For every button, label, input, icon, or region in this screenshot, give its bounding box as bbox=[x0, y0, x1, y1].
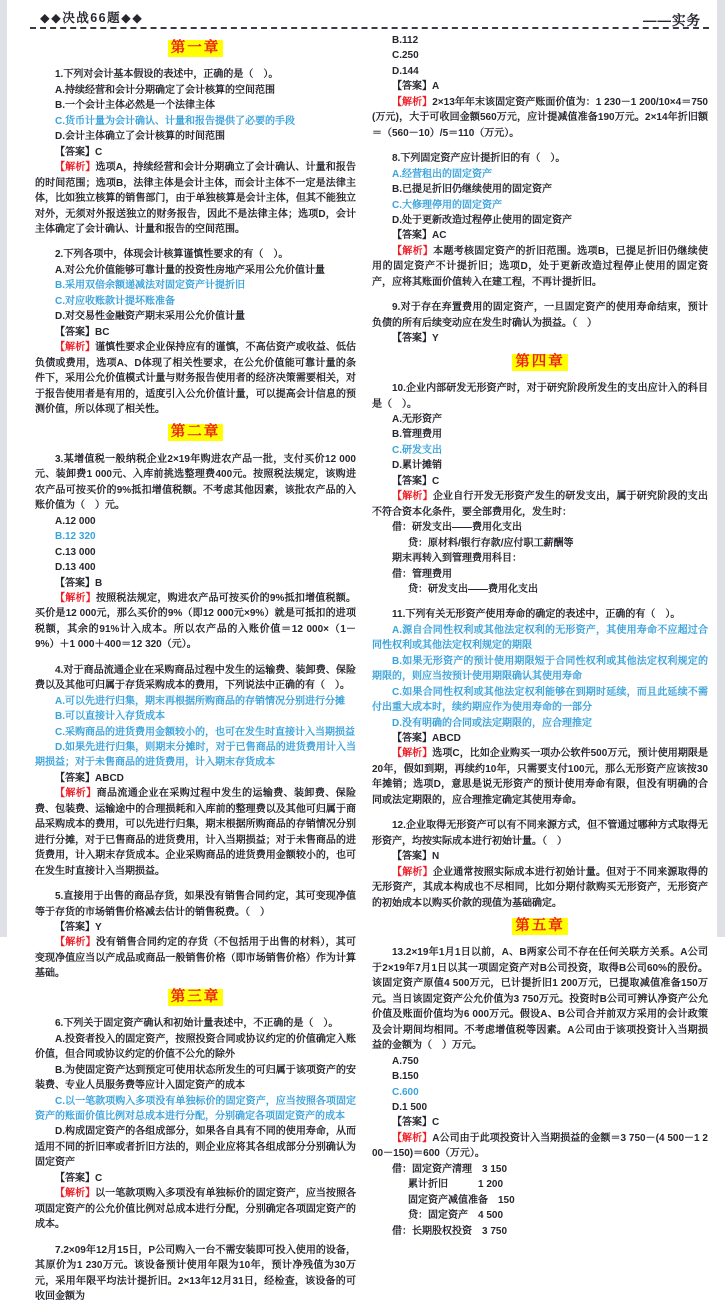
question-text: 11.下列有关无形资产使用寿命的确定的表述中，正确的有（ ）。 bbox=[392, 609, 681, 621]
analysis-body: 没有销售合同约定的存货（不包括用于出售的材料），其可变现净值应当以产成品或商品一般销售价格（即市场销售价格）作为计算基础。 bbox=[35, 937, 357, 980]
analysis-label: 【解析】 bbox=[55, 1188, 96, 1200]
chapter-title: 第四章 bbox=[512, 354, 568, 371]
option-text: B.12 320 bbox=[55, 531, 96, 543]
answer-label: 【答案】 bbox=[55, 1172, 95, 1184]
answer-value: C bbox=[95, 1172, 103, 1184]
question-text: 4.对于商品流通企业在采购商品过程中发生的运输费、装卸费、保险费以及其他可归属于存货采购成本的费用，下列说法中正确的有（ ）。 bbox=[35, 664, 356, 692]
option-text: A.12 000 bbox=[55, 515, 96, 527]
answer-value: B bbox=[95, 577, 103, 589]
answer-value: AC bbox=[432, 230, 447, 242]
chapter-heading bbox=[372, 918, 708, 935]
analysis-body: 企业自行开发无形资产发生的研发支出，属于研究阶段的支出不符合资本化条件，要全部费用化，发生时： bbox=[372, 491, 709, 518]
answer-value: C bbox=[432, 1117, 440, 1129]
analysis-text bbox=[35, 786, 356, 879]
answer-line bbox=[35, 920, 356, 935]
option-text: C.研发支出 bbox=[392, 444, 442, 456]
analysis-label: 【解析】 bbox=[55, 788, 97, 800]
answer-label: 【答案】 bbox=[392, 81, 432, 93]
question-text: 2.下列各项中，体现会计核算谨慎性要求的有（ ）。 bbox=[55, 249, 289, 261]
answer-line bbox=[372, 331, 708, 346]
answer-label: 【答案】 bbox=[55, 922, 95, 934]
answer-line bbox=[372, 1115, 708, 1130]
analysis-body: 选项A，持续经营和会计分期确立了会计确认、计量和报告的时间范围；选项B，法律主体是会计主体，而会计主体不一定是法律主体，比如独立核算的销售部门，由于单独核算是会计主体，但其不能独立对外，无须对外报送独立的财务报告，因此不是法律主体；选项D，会计主体确定了会计确认、计量和报告的空间范围。 bbox=[35, 162, 356, 235]
option-text: A.持续经营和会计分期确定了会计核算的空间范围 bbox=[55, 84, 275, 96]
analysis-body: 以一笔款项购入多项没有单独标价的固定资产，应当按照各项固定资产的公允价值比例对总成本进行分配，分别确定各项固定资产的成本。 bbox=[35, 1188, 357, 1231]
option-text: B.管理费用 bbox=[392, 429, 442, 441]
column-1 bbox=[35, 33, 357, 1302]
answer-line bbox=[372, 731, 708, 746]
option-text: C.对应收账款计提坏账准备 bbox=[55, 295, 175, 307]
question-text: 5.直接用于出售的商品存货，如果没有销售合同约定，其可变现净值等于存货的市场销售价格减去估计的销售税费。（ ） bbox=[35, 891, 356, 918]
analysis-body: 本题考核固定资产的折旧范围。选项B，已提足折旧仍继续使用的固定资产不计提折旧；选项D，处于更新改造过程停止使用的固定资产，应将其账面价值转入在建工程，不再计提折旧。 bbox=[372, 245, 708, 288]
analysis-body: A公司由于此项投资计入当期损益的金额＝3 750－(4 500－1 200－150)＝600（万元）。 bbox=[372, 1132, 708, 1160]
analysis-text bbox=[372, 746, 708, 808]
answer-line bbox=[372, 474, 708, 489]
analysis-text bbox=[372, 865, 708, 911]
answer-label: 【答案】 bbox=[392, 475, 432, 487]
analysis-label: 【解析】 bbox=[392, 491, 433, 503]
option-text: A.投资者投入的固定资产，按照投资合同或协议约定的价值确定入账价值，但合同或协议约定的价值不公允的除外 bbox=[35, 1033, 356, 1061]
journal-entry-line: 累计折旧 1 200 bbox=[408, 1179, 504, 1191]
option-text: D.如果先进行归集，则期末分摊时，对于已售商品的进货费用计入当期损益；对于未售商品的进货费用，计入期末存货成本 bbox=[35, 742, 356, 769]
analysis-label: 【解析】 bbox=[55, 937, 96, 949]
answer-label: 【答案】 bbox=[392, 733, 432, 745]
analysis-body: 企业通常按照实际成本进行初始计量。但对于不同来源取得的无形资产，其成本构成也不尽相同，比如分期付款购买无形资产，无形资产的初始成本以购买价款的现值为基础确定。 bbox=[372, 866, 709, 909]
answer-line bbox=[372, 849, 708, 864]
answer-line bbox=[35, 1171, 356, 1186]
answer-line bbox=[35, 576, 356, 591]
question-text: 7.2×09年12月15日，P公司购入一台不需安装即可投入使用的设备，其原价为1 230万元。该设备预计使用年限为10年，预计净残值为30万元，采用年限平均法计提折旧。2×13年12月31日，经检查，该设备的可收回金额为 bbox=[35, 1244, 356, 1302]
answer-label: 【答案】 bbox=[392, 230, 432, 242]
option-text: D.没有明确的合同或法定期限的，应合理推定 bbox=[392, 717, 592, 729]
answer-label: 【答案】 bbox=[392, 1117, 432, 1129]
journal-entry-line: 贷：固定资产 4 500 bbox=[408, 1210, 504, 1222]
question-text: 12.企业取得无形资产可以有不同来源方式，但不管通过哪种方式取得无形资产，均按实际成本进行初始计量。（ ） bbox=[372, 820, 708, 847]
page-edge-left bbox=[0, 0, 7, 937]
column-2 bbox=[372, 33, 709, 1237]
question-text: 1.下列对会计基本假设的表述中，正确的是（ ）。 bbox=[55, 69, 279, 81]
journal-entry-line: 借：长期股权投资 3 750 bbox=[392, 1225, 508, 1237]
analysis-text bbox=[372, 1131, 708, 1162]
answer-line bbox=[35, 771, 356, 786]
analysis-label: 【解析】 bbox=[392, 1132, 433, 1144]
option-text: A.可以先进行归集，期末再根据所购商品的存销情况分别进行分摊 bbox=[55, 695, 345, 707]
option-text: B.采用双倍余额递减法对固定资产计提折旧 bbox=[55, 280, 245, 292]
journal-entry-line: 借：固定资产清理 3 150 bbox=[392, 1163, 508, 1175]
analysis-body: 谨慎性要求企业保持应有的谨慎，不高估资产或收益、低估负债或费用，选项A、D体现了相关性要求，在公允价值能可靠计量的条件下，采用公允价值模式计量与财务报告使用者的经济决策需要相关，对于报告使用者是有用的，适度引入公允价值计量，可以提高会计信息的预测价值，所以体现了相关性。 bbox=[35, 342, 357, 415]
journal-entry-line: 贷：原材料/银行存款/应付职工薪酬等 bbox=[408, 537, 574, 549]
answer-value: BC bbox=[95, 326, 110, 338]
analysis-text bbox=[372, 244, 708, 290]
answer-value: Y bbox=[95, 922, 102, 934]
answer-line bbox=[372, 79, 708, 94]
document-body bbox=[35, 33, 709, 1302]
analysis-label: 【解析】 bbox=[55, 592, 96, 604]
answer-label: 【答案】 bbox=[55, 772, 95, 784]
option-text: C.如果合同性权利或其他法定权利能够在到期时延续，而且此延续不需付出重大成本时，续约期应作为使用寿命的一部分 bbox=[372, 686, 708, 714]
answer-label: 【答案】 bbox=[392, 333, 432, 345]
answer-line bbox=[372, 228, 708, 243]
analysis-text bbox=[35, 935, 356, 981]
answer-label: 【答案】 bbox=[392, 851, 432, 863]
analysis-body: 商品流通企业在采购过程中发生的运输费、装卸费、保险费、包装费、运输途中的合理损耗和入库前的整理费以及其他可归属于商品采购成本的费用，可以先进行归集，期末根据所购商品的存销情况分别进行分摊，对于已售商品的进货费用，计入当期损益；对于未售商品的进货费用，计入期末存货成本。企业采购商品的进货费用金额较小的，也可在发生时直接计入当期损益。 bbox=[35, 788, 357, 877]
journal-entry-line: 固定资产减值准备 150 bbox=[408, 1194, 515, 1206]
answer-label: 【答案】 bbox=[55, 326, 95, 338]
analysis-label: 【解析】 bbox=[392, 866, 433, 878]
analysis-text bbox=[35, 591, 356, 653]
analysis-label: 【解析】 bbox=[392, 748, 433, 760]
chapter-title: 第一章 bbox=[168, 40, 224, 57]
analysis-label: 【解析】 bbox=[392, 245, 434, 257]
answer-value: C bbox=[432, 475, 440, 487]
answer-value: C bbox=[95, 146, 103, 158]
analysis-text bbox=[372, 489, 708, 520]
option-text: D.处于更新改造过程停止使用的固定资产 bbox=[392, 214, 572, 226]
option-text: D.构成固定资产的各组成部分，如果各自具有不同的使用寿命，从而适用不同的折旧率或者折旧方法的，则企业应将其各组成部分分别确认为固定资产 bbox=[35, 1126, 356, 1169]
answer-label: 【答案】 bbox=[55, 577, 95, 589]
chapter-heading bbox=[35, 424, 356, 441]
analysis-text bbox=[35, 340, 356, 417]
option-text: A.对公允价值能够可靠计量的投资性房地产采用公允价值计量 bbox=[55, 264, 325, 276]
analysis-body: 按照税法规定，购进农产品可按买价的9%抵扣增值税额。买价是12 000元，那么买价的9%（即12 000元×9%）就是可抵扣的进项税额，其余的91%计入成本。所以农产品的入账价值＝12 000×（1－9%）＋1 000＋400＝12 320（元）。 bbox=[35, 592, 357, 651]
chapter-title: 第二章 bbox=[168, 424, 224, 441]
option-text: C.以一笔款项购入多项没有单独标价的固定资产，应当按照各项固定资产的账面价值比例对总成本进行分配，分别确定各项固定资产的成本 bbox=[35, 1095, 356, 1122]
option-text: D.144 bbox=[392, 65, 419, 77]
option-text: B.一个会计主体必然是一个法律主体 bbox=[55, 100, 215, 112]
analysis-text bbox=[35, 160, 356, 237]
header-divider bbox=[30, 27, 709, 29]
option-text: B.为使固定资产达到预定可使用状态所发生的可归属于该项资产的安装费、专业人员服务费等应计入固定资产的成本 bbox=[35, 1064, 356, 1092]
option-text: C.采购商品的进货费用金额较小的，也可在发生时直接计入当期损益 bbox=[55, 726, 355, 738]
option-text: A.源自合同性权利或其他法定权利的无形资产，其使用寿命不应超过合同性权利或其他法定权利规定的期限 bbox=[372, 624, 708, 652]
option-text: B.如果无形资产的预计使用期限短于合同性权利或其他法定权利规定的期限的，则应当按预计使用期限确认其使用寿命 bbox=[372, 655, 708, 683]
option-text: B.112 bbox=[392, 35, 419, 46]
answer-value: Y bbox=[432, 333, 439, 345]
journal-entry-line: 借：研发支出——费用化支出 bbox=[392, 522, 522, 534]
answer-label: 【答案】 bbox=[55, 146, 95, 158]
option-text: D.累计摊销 bbox=[392, 460, 442, 472]
analysis-label: 【解析】 bbox=[392, 96, 433, 108]
option-text: B.已提足折旧仍继续使用的固定资产 bbox=[392, 184, 552, 196]
question-text: 9.对于存在弃置费用的固定资产，一旦固定资产的使用寿命结束，预计负债的所有后续变动应在发生时确认为损益。（ ） bbox=[372, 302, 708, 329]
question-text: 10.企业内部研发无形资产时，对于研究阶段所发生的支出应计入的科目是（ ）。 bbox=[372, 383, 708, 410]
answer-line bbox=[35, 325, 356, 340]
analysis-body: 2×13年年末该固定资产账面价值为：1 230－1 200/10×4＝750(万元)，大于可收回金额560万元，应计提减值准备190万元。2×14年折旧额＝（560－10）/5＝110（万元）。 bbox=[372, 96, 708, 139]
analysis-text bbox=[372, 95, 708, 141]
page-edge-right bbox=[717, 0, 725, 937]
chapter-heading bbox=[372, 354, 708, 371]
analysis-text bbox=[35, 1186, 356, 1232]
journal-entry-line: 贷：研发支出——费用化支出 bbox=[408, 583, 538, 595]
answer-value: ABCD bbox=[432, 733, 461, 745]
answer-value: A bbox=[432, 81, 440, 93]
option-text: A.无形资产 bbox=[392, 413, 442, 425]
question-text: 13.2×19年1月1日以前，A、B两家公司不存在任何关联方关系。A公司于2×19年7月1日以其一项固定资产对B公司投资，取得B公司60%的股份。该固定资产原值4 500万元，已计提折旧1 200万元，已提取减值准备150万元。当日该固定资产公允价值为3 750万元。投资时B公司可辨认净资产公允价值及账面价值均为6 000万元。假设A、B公司合并前双方采用的会计政策及会计期间均相同。不考虑增值税等因素。A公司由于该项投资计入当期损益的金额为（ ）万元。 bbox=[372, 947, 708, 1052]
option-text: B.可以直接计入存货成本 bbox=[55, 711, 165, 723]
chapter-heading bbox=[35, 989, 356, 1006]
option-text: A.经营租出的固定资产 bbox=[392, 168, 492, 180]
option-text: C.货币计量为会计确认、计量和报告提供了必要的手段 bbox=[55, 115, 295, 127]
option-text: C.250 bbox=[392, 50, 419, 62]
analysis-label: 【解析】 bbox=[55, 162, 96, 174]
option-text: C.大修理停用的固定资产 bbox=[392, 199, 502, 211]
analysis-body: 选项C，比如企业购买一项办公软件500万元，预计使用期限是20年，假如到期，再续约10年，只需要支付100元，那么无形资产应该按30年摊销；选项D，意思是说无形资产的预计使用寿命有限，但没有明确的合同或法定期限的，应合理推定确定其使用寿命。 bbox=[372, 748, 709, 806]
question-text: 6.下列关于固定资产确认和初始计量表述中，不正确的是（ ）。 bbox=[55, 1018, 339, 1030]
question-text: 3.某增值税一般纳税企业2×19年购进农产品一批，支付买价12 000元、装卸费1 000元、入库前挑选整理费400元。按照税法规定，该购进农产品可按买价的9%抵扣增值税额。不考虑其他因素，该批农产品的入账价值为（ ）元。 bbox=[35, 453, 356, 512]
analysis-label: 【解析】 bbox=[55, 342, 96, 354]
option-text: D.13 400 bbox=[55, 562, 96, 574]
answer-line bbox=[35, 145, 356, 160]
option-text: C.13 000 bbox=[55, 546, 96, 558]
doc-subject: ——实务 bbox=[643, 13, 701, 28]
option-text: D.对交易性金融资产期末采用公允价值计量 bbox=[55, 311, 245, 323]
option-text: D.会计主体确立了会计核算的时间范围 bbox=[55, 131, 225, 143]
option-text: A.750 bbox=[392, 1055, 419, 1067]
option-text: C.600 bbox=[392, 1086, 419, 1098]
chapter-title: 第五章 bbox=[512, 918, 568, 935]
chapter-heading bbox=[35, 40, 356, 57]
question-text: 8.下列固定资产应计提折旧的有（ ）。 bbox=[392, 153, 566, 165]
doc-title: ◆◆决战66题◆◆ bbox=[40, 11, 144, 25]
answer-value: N bbox=[432, 851, 440, 863]
journal-entry-line: 期末再转入到管理费用科目： bbox=[392, 553, 522, 565]
chapter-title: 第三章 bbox=[168, 989, 224, 1006]
answer-value: ABCD bbox=[95, 772, 124, 784]
option-text: B.150 bbox=[392, 1071, 419, 1083]
option-text: D.1 500 bbox=[392, 1102, 428, 1113]
journal-entry-line: 借：管理费用 bbox=[392, 568, 452, 580]
